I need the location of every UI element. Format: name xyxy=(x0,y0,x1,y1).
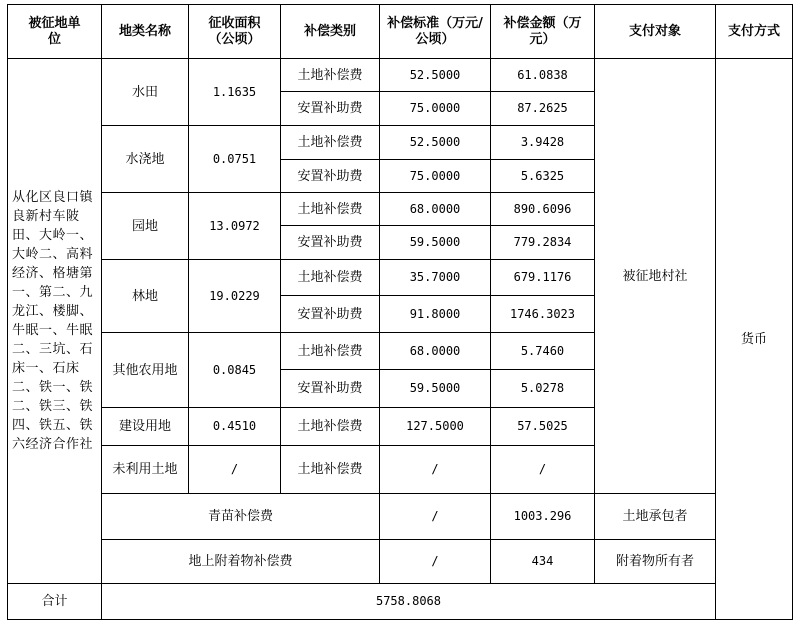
amount-cell: 61.0838 xyxy=(491,59,595,92)
category-cell: 土地补偿费 xyxy=(281,333,380,370)
standard-cell: / xyxy=(380,494,491,540)
total-row xyxy=(8,584,793,620)
extra-label-cell: 地上附着物补偿费 xyxy=(102,540,380,584)
land-type-cell: 未利用土地 xyxy=(102,446,189,494)
category-cell: 土地补偿费 xyxy=(281,446,380,494)
standard-cell: 127.5000 xyxy=(380,408,491,446)
area-cell: 0.4510 xyxy=(189,408,281,446)
amount-cell: 5.0278 xyxy=(491,370,595,408)
header-area: 征收面积（公顷） xyxy=(189,5,281,59)
category-cell: 安置补助费 xyxy=(281,370,380,408)
amount-cell: 890.6096 xyxy=(491,193,595,226)
category-cell: 安置补助费 xyxy=(281,296,380,333)
table-row xyxy=(8,540,793,584)
land-type-cell: 园地 xyxy=(102,193,189,260)
table-row xyxy=(8,494,793,540)
standard-cell: / xyxy=(380,540,491,584)
extra-label-cell: 青苗补偿费 xyxy=(102,494,380,540)
standard-cell: 59.5000 xyxy=(380,226,491,260)
payee-village-cell: 被征地村社 xyxy=(595,59,716,494)
amount-cell: 679.1176 xyxy=(491,260,595,296)
amount-cell: 1746.3023 xyxy=(491,296,595,333)
unit-name-cell: 从化区良口镇良新村车陂田、大岭一、大岭二、高料经济、格塘第一、第二、九龙江、楼脚、牛眠一、牛眠二、三坑、石床一、石床二、铁一、铁二、铁三、铁四、铁五、铁六经济合作社 xyxy=(8,59,102,584)
compensation-table xyxy=(7,4,793,620)
area-cell: 0.0751 xyxy=(189,126,281,193)
amount-cell: 1003.296 xyxy=(491,494,595,540)
area-cell: 19.0229 xyxy=(189,260,281,333)
total-label-cell: 合计 xyxy=(8,584,102,620)
header-land-type: 地类名称 xyxy=(102,5,189,59)
amount-cell: 5.6325 xyxy=(491,160,595,193)
area-cell: 13.0972 xyxy=(189,193,281,260)
standard-cell: 75.0000 xyxy=(380,92,491,126)
table-row xyxy=(8,59,793,92)
total-amount-cell: 5758.8068 xyxy=(102,584,716,620)
payee-cell: 附着物所有者 xyxy=(595,540,716,584)
payment-method-cell: 货币 xyxy=(716,59,793,620)
standard-cell: 91.8000 xyxy=(380,296,491,333)
category-cell: 土地补偿费 xyxy=(281,126,380,160)
standard-cell: 75.0000 xyxy=(380,160,491,193)
header-row xyxy=(8,5,793,59)
area-cell: / xyxy=(189,446,281,494)
amount-cell: / xyxy=(491,446,595,494)
category-cell: 安置补助费 xyxy=(281,226,380,260)
standard-cell: 68.0000 xyxy=(380,193,491,226)
category-cell: 安置补助费 xyxy=(281,160,380,193)
amount-cell: 3.9428 xyxy=(491,126,595,160)
land-type-cell: 水田 xyxy=(102,59,189,126)
standard-cell: 35.7000 xyxy=(380,260,491,296)
header-amount: 补偿金额（万元） xyxy=(491,5,595,59)
area-cell: 1.1635 xyxy=(189,59,281,126)
amount-cell: 779.2834 xyxy=(491,226,595,260)
standard-cell: 59.5000 xyxy=(380,370,491,408)
land-type-cell: 林地 xyxy=(102,260,189,333)
category-cell: 土地补偿费 xyxy=(281,59,380,92)
standard-cell: / xyxy=(380,446,491,494)
land-type-cell: 建设用地 xyxy=(102,408,189,446)
amount-cell: 434 xyxy=(491,540,595,584)
amount-cell: 57.5025 xyxy=(491,408,595,446)
standard-cell: 52.5000 xyxy=(380,59,491,92)
standard-cell: 52.5000 xyxy=(380,126,491,160)
amount-cell: 5.7460 xyxy=(491,333,595,370)
header-category: 补偿类别 xyxy=(281,5,380,59)
payee-cell: 土地承包者 xyxy=(595,494,716,540)
standard-cell: 68.0000 xyxy=(380,333,491,370)
category-cell: 安置补助费 xyxy=(281,92,380,126)
land-type-cell: 水浇地 xyxy=(102,126,189,193)
category-cell: 土地补偿费 xyxy=(281,193,380,226)
area-cell: 0.0845 xyxy=(189,333,281,408)
land-type-cell: 其他农用地 xyxy=(102,333,189,408)
amount-cell: 87.2625 xyxy=(491,92,595,126)
header-unit: 被征地单位 xyxy=(8,5,102,59)
category-cell: 土地补偿费 xyxy=(281,408,380,446)
header-standard: 补偿标准（万元/公顷） xyxy=(380,5,491,59)
category-cell: 土地补偿费 xyxy=(281,260,380,296)
header-payee: 支付对象 xyxy=(595,5,716,59)
header-method: 支付方式 xyxy=(716,5,793,59)
